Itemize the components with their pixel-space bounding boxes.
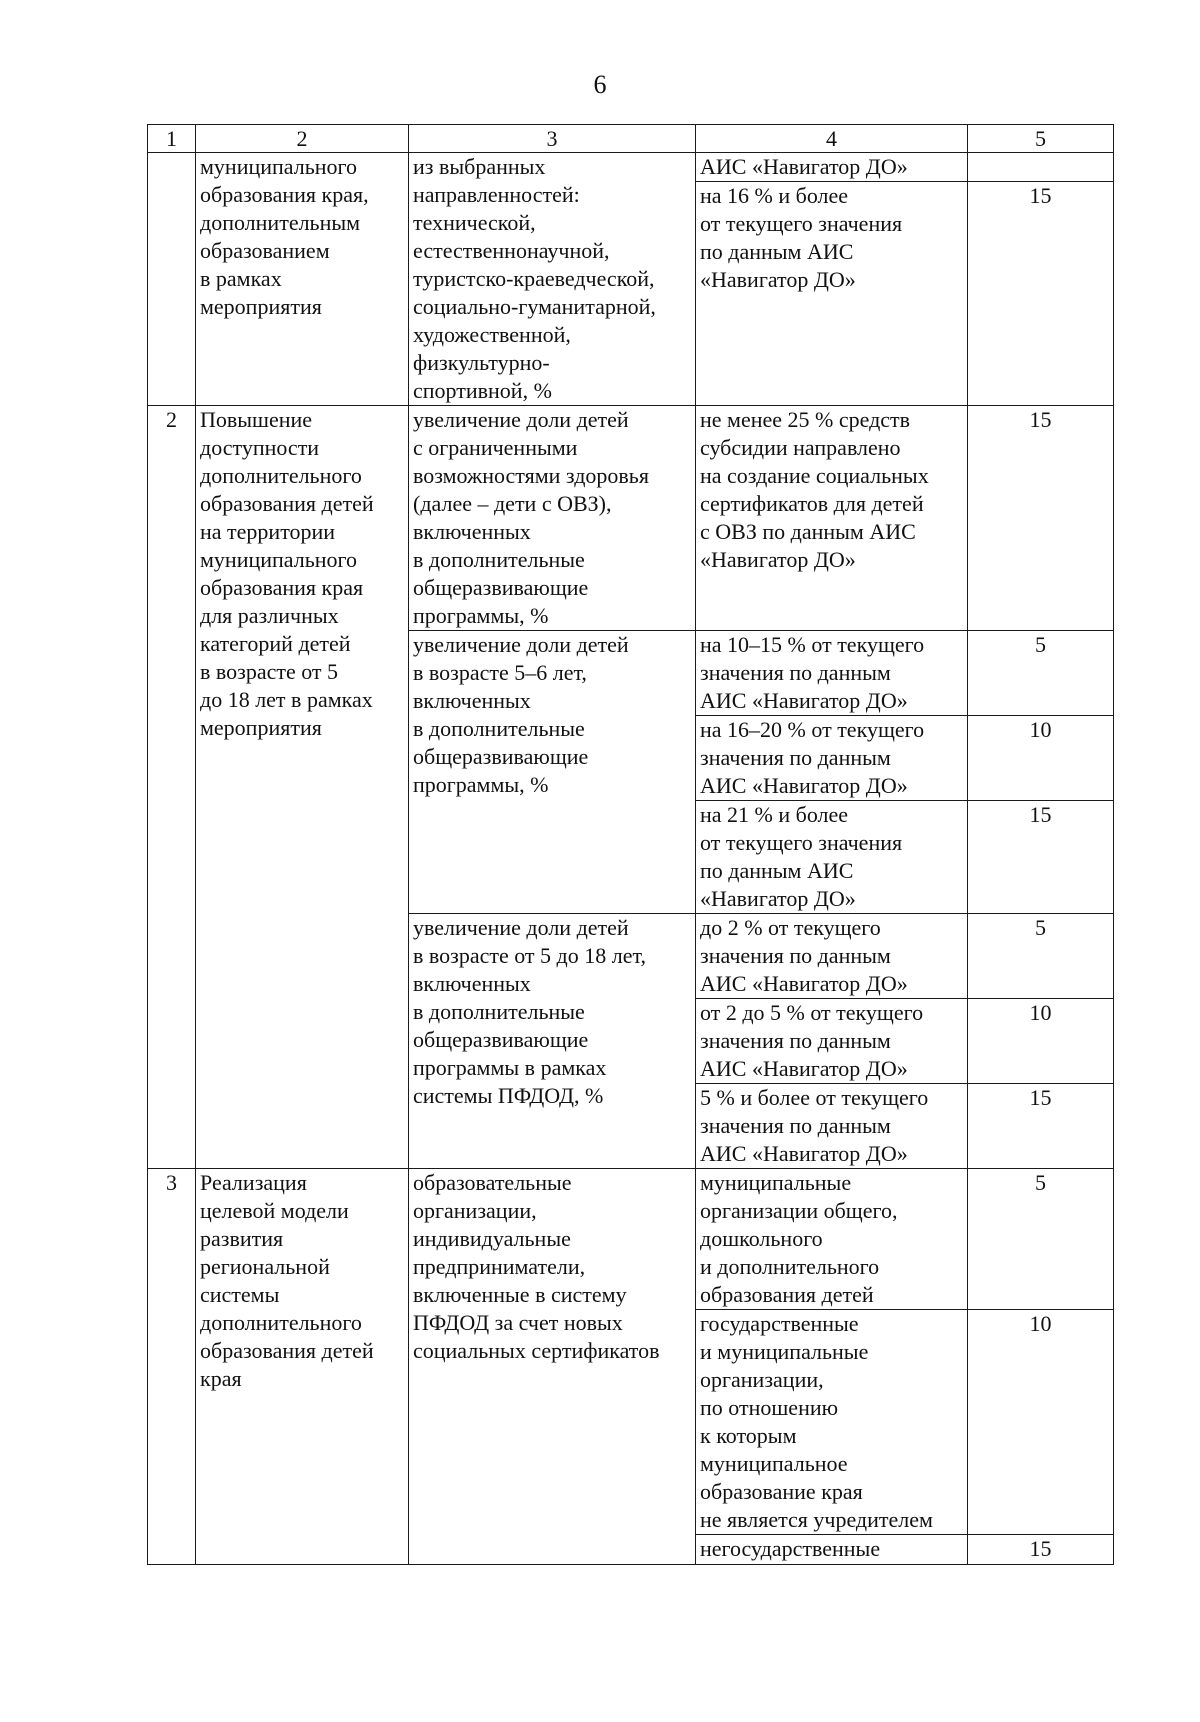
header-cell-4: 4 (696, 125, 968, 153)
criterion-cell: 5 % и более от текущего значения по данным АИС «Навигатор ДО» (696, 1084, 968, 1169)
score-cell: 10 (968, 999, 1114, 1084)
row-number: 2 (148, 406, 196, 1169)
header-cell-1: 1 (148, 125, 196, 153)
indicator-cell: увеличение доли детей в возрасте 5–6 лет, включенных в дополнительные общеразвивающие программы, % (409, 631, 696, 914)
score-cell: 10 (968, 1310, 1114, 1535)
score-cell: 15 (968, 182, 1114, 406)
column-number-header-row (148, 125, 1114, 153)
indicator-cell: образовательные организации, индивидуальные предприниматели, включенные в систему ПФДОД за счет новых социальных сертификатов (409, 1169, 696, 1565)
score-cell: 5 (968, 914, 1114, 999)
table-row (148, 153, 1114, 182)
criterion-cell: на 16–20 % от текущего значения по данным АИС «Навигатор ДО» (696, 716, 968, 801)
criterion-cell: на 16 % и более от текущего значения по данным АИС «Навигатор ДО» (696, 182, 968, 406)
criterion-cell: негосударственные (696, 1535, 968, 1565)
indicator-cell: из выбранных направленностей: технической, естественнонаучной, туристско-краеведческой, социально-гуманитарной, художественной, физкультурно- спортивной, % (409, 153, 696, 406)
criterion-cell: на 10–15 % от текущего значения по данным АИС «Навигатор ДО» (696, 631, 968, 716)
header-cell-3: 3 (409, 125, 696, 153)
score-cell: 15 (968, 1535, 1114, 1565)
criterion-cell: не менее 25 % средств субсидии направлено на создание социальных сертификатов для детей с ОВЗ по данным АИС «Навигатор ДО» (696, 406, 968, 631)
score-cell: 10 (968, 716, 1114, 801)
score-cell: 15 (968, 1084, 1114, 1169)
header-cell-2: 2 (196, 125, 409, 153)
page-number: 6 (593, 70, 607, 99)
criteria-table (147, 124, 1114, 1565)
score-cell: 5 (968, 1169, 1114, 1310)
score-cell: 15 (968, 801, 1114, 914)
table-row (148, 406, 1114, 631)
score-cell: 5 (968, 631, 1114, 716)
direction-cell: Реализация целевой модели развития региональной системы дополнительного образования детей края (196, 1169, 409, 1565)
direction-cell: Повышение доступности дополнительного образования детей на территории муниципального образования края для различных категорий детей в возрасте от 5 до 18 лет в рамках мероприятия (196, 406, 409, 1169)
score-cell (968, 153, 1114, 182)
table-row (148, 1169, 1114, 1310)
header-cell-5: 5 (968, 125, 1114, 153)
criterion-cell: от 2 до 5 % от текущего значения по данным АИС «Навигатор ДО» (696, 999, 968, 1084)
criterion-cell: муниципальные организации общего, дошкольного и дополнительного образования детей (696, 1169, 968, 1310)
indicator-cell: увеличение доли детей в возрасте от 5 до 18 лет, включенных в дополнительные общеразвивающие программы в рамках системы ПФДОД, % (409, 914, 696, 1169)
criterion-cell: до 2 % от текущего значения по данным АИС «Навигатор ДО» (696, 914, 968, 999)
row-number: 3 (148, 1169, 196, 1565)
indicator-cell: увеличение доли детей с ограниченными возможностями здоровья (далее – дети с ОВЗ), включенных в дополнительные общеразвивающие программы, % (409, 406, 696, 631)
row-number (148, 153, 196, 406)
criterion-cell: на 21 % и более от текущего значения по данным АИС «Навигатор ДО» (696, 801, 968, 914)
criterion-cell: государственные и муниципальные организации, по отношению к которым муниципальное образование края не является учредителем (696, 1310, 968, 1535)
criterion-cell: АИС «Навигатор ДО» (696, 153, 968, 182)
direction-cell: муниципального образования края, дополнительным образованием в рамках мероприятия (196, 153, 409, 406)
score-cell: 15 (968, 406, 1114, 631)
